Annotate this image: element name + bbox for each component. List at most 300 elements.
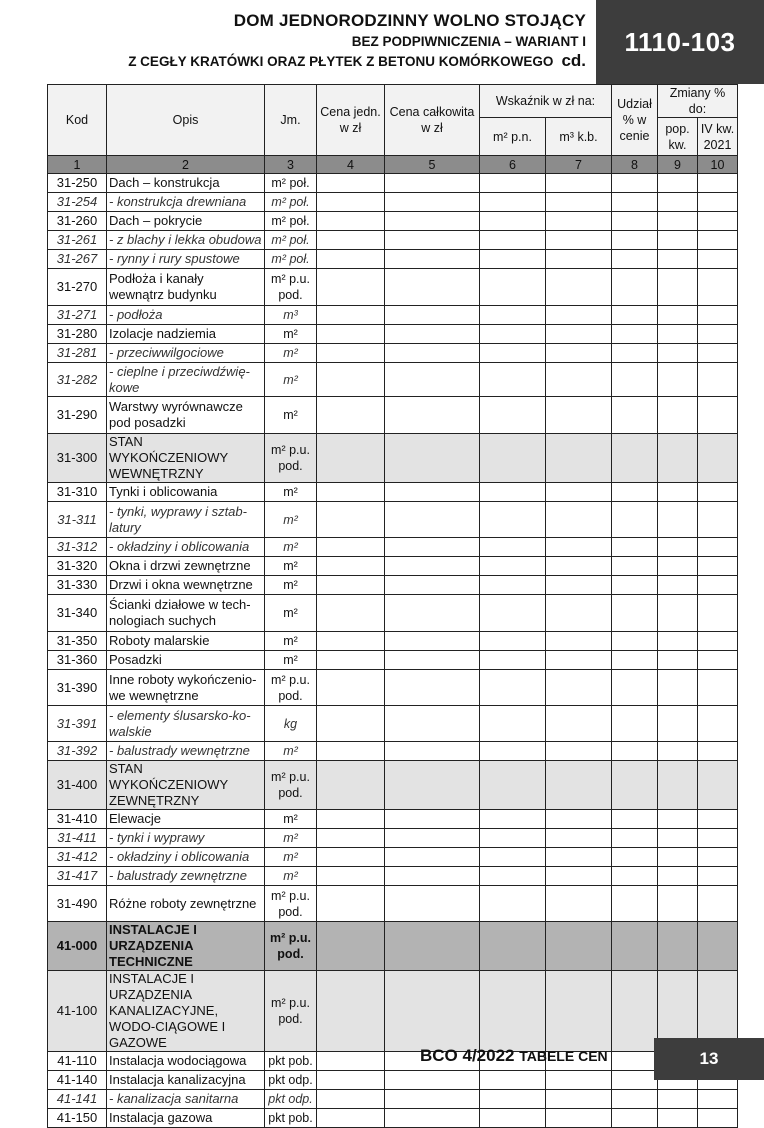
cell-udzial xyxy=(612,174,658,193)
cell-popkw xyxy=(658,810,698,829)
row-unit: kg xyxy=(265,706,317,742)
publication-name: BCO 4/2022 xyxy=(420,1046,515,1065)
table-row xyxy=(48,971,738,1052)
cell-popkw xyxy=(658,829,698,848)
cell-ivkw xyxy=(698,502,738,538)
cell-cena-calk xyxy=(385,344,480,363)
cell-popkw xyxy=(658,174,698,193)
cell-cena-calk xyxy=(385,250,480,269)
cell-m3kb xyxy=(546,193,612,212)
cell-cena-jedn xyxy=(317,848,385,867)
cell-cena-calk xyxy=(385,848,480,867)
row-description: Dach – konstrukcja xyxy=(107,174,265,193)
row-unit: m² xyxy=(265,595,317,632)
title-line-3 xyxy=(128,51,586,72)
cell-popkw xyxy=(658,325,698,344)
table-row xyxy=(48,344,738,363)
row-unit: m² xyxy=(265,344,317,363)
cell-popkw xyxy=(658,742,698,761)
cell-ivkw xyxy=(698,174,738,193)
table-row xyxy=(48,829,738,848)
column-number: 2 xyxy=(107,156,265,174)
table-row xyxy=(48,632,738,651)
table-row xyxy=(48,502,738,538)
cell-cena-calk xyxy=(385,576,480,595)
row-unit: m² xyxy=(265,848,317,867)
cell-cena-jedn xyxy=(317,810,385,829)
cell-cena-jedn xyxy=(317,363,385,397)
table-row xyxy=(48,886,738,922)
row-description: - tynki i wyprawy xyxy=(107,829,265,848)
cell-udzial xyxy=(612,363,658,397)
cell-popkw xyxy=(658,651,698,670)
row-unit: m² xyxy=(265,742,317,761)
column-number: 3 xyxy=(265,156,317,174)
row-unit: m² p.u. pod. xyxy=(265,886,317,922)
column-number: 10 xyxy=(698,156,738,174)
cell-ivkw xyxy=(698,269,738,306)
cell-ivkw xyxy=(698,886,738,922)
row-unit: m² xyxy=(265,557,317,576)
row-code: 31-311 xyxy=(48,502,107,538)
cell-m3kb xyxy=(546,1071,612,1090)
cell-ivkw xyxy=(698,397,738,434)
row-description: Posadzki xyxy=(107,651,265,670)
cell-udzial xyxy=(612,632,658,651)
cell-cena-jedn xyxy=(317,595,385,632)
row-code: 31-254 xyxy=(48,193,107,212)
cell-m2pn xyxy=(480,810,546,829)
row-code: 31-300 xyxy=(48,434,107,483)
cell-udzial xyxy=(612,250,658,269)
cell-cena-jedn xyxy=(317,231,385,250)
row-description: Warstwy wyrównawcze pod posadzki xyxy=(107,397,265,434)
cell-m3kb xyxy=(546,397,612,434)
row-description: Drzwi i okna wewnętrzne xyxy=(107,576,265,595)
row-code: 31-412 xyxy=(48,848,107,867)
table-row xyxy=(48,1052,738,1071)
cell-cena-jedn xyxy=(317,1052,385,1071)
cell-m3kb xyxy=(546,1109,612,1128)
cell-cena-calk xyxy=(385,557,480,576)
cell-udzial xyxy=(612,829,658,848)
cell-ivkw xyxy=(698,742,738,761)
row-description: - balustrady zewnętrzne xyxy=(107,867,265,886)
cell-m2pn xyxy=(480,829,546,848)
cell-udzial xyxy=(612,867,658,886)
row-code: 31-281 xyxy=(48,344,107,363)
table-row xyxy=(48,557,738,576)
cell-cena-jedn xyxy=(317,557,385,576)
cell-m3kb xyxy=(546,538,612,557)
cell-ivkw xyxy=(698,557,738,576)
table-row xyxy=(48,483,738,502)
header-m3kb: m³ k.b. xyxy=(546,118,612,156)
row-unit: m² xyxy=(265,363,317,397)
row-code: 31-250 xyxy=(48,174,107,193)
cell-m2pn xyxy=(480,269,546,306)
cell-ivkw xyxy=(698,363,738,397)
row-description: - kanalizacja sanitarna xyxy=(107,1090,265,1109)
cell-ivkw xyxy=(698,922,738,971)
cell-cena-calk xyxy=(385,397,480,434)
table-row xyxy=(48,810,738,829)
cell-cena-jedn xyxy=(317,632,385,651)
cell-cena-jedn xyxy=(317,344,385,363)
page-header xyxy=(128,10,586,72)
row-unit: m² p.u. pod. xyxy=(265,269,317,306)
title-line-3-text: Z CEGŁY KRATÓWKI ORAZ PŁYTEK Z BETONU KOMÓRKOWEGO xyxy=(128,54,554,69)
column-number: 9 xyxy=(658,156,698,174)
cell-cena-calk xyxy=(385,1090,480,1109)
row-description: Tynki i oblicowania xyxy=(107,483,265,502)
cell-cena-jedn xyxy=(317,483,385,502)
row-unit: pkt odp. xyxy=(265,1071,317,1090)
header-opis: Opis xyxy=(107,85,265,156)
cell-cena-calk xyxy=(385,483,480,502)
row-unit: m² p.u. pod. xyxy=(265,922,317,971)
cell-ivkw xyxy=(698,434,738,483)
row-description: - podłoża xyxy=(107,306,265,325)
cell-ivkw xyxy=(698,193,738,212)
row-description: - rynny i rury spustowe xyxy=(107,250,265,269)
cell-m2pn xyxy=(480,325,546,344)
cell-popkw xyxy=(658,557,698,576)
header-zmiany: Zmiany % do: xyxy=(658,85,738,118)
cell-m2pn xyxy=(480,557,546,576)
cell-cena-calk xyxy=(385,632,480,651)
cell-cena-calk xyxy=(385,1109,480,1128)
row-description: Podłoża i kanały wewnątrz budynku xyxy=(107,269,265,306)
cell-popkw xyxy=(658,670,698,706)
cell-cena-jedn xyxy=(317,886,385,922)
cell-m3kb xyxy=(546,344,612,363)
cell-cena-calk xyxy=(385,502,480,538)
row-code: 31-270 xyxy=(48,269,107,306)
footer-publication xyxy=(420,1046,608,1066)
cell-m3kb xyxy=(546,886,612,922)
cell-ivkw xyxy=(698,250,738,269)
row-unit: m² p.u. pod. xyxy=(265,670,317,706)
cell-udzial xyxy=(612,193,658,212)
cell-cena-calk xyxy=(385,971,480,1052)
table-row xyxy=(48,363,738,397)
cell-udzial xyxy=(612,1071,658,1090)
row-description: - z blachy i lekka obudowa xyxy=(107,231,265,250)
row-code: 41-140 xyxy=(48,1071,107,1090)
cell-m2pn xyxy=(480,231,546,250)
cell-cena-calk xyxy=(385,810,480,829)
column-number-row xyxy=(48,156,738,174)
row-unit: pkt pob. xyxy=(265,1052,317,1071)
row-code: 31-260 xyxy=(48,212,107,231)
cell-cena-jedn xyxy=(317,397,385,434)
cell-ivkw xyxy=(698,212,738,231)
row-code: 31-417 xyxy=(48,867,107,886)
cell-cena-jedn xyxy=(317,212,385,231)
cell-popkw xyxy=(658,761,698,810)
table-row xyxy=(48,212,738,231)
cell-cena-calk xyxy=(385,363,480,397)
cell-ivkw xyxy=(698,706,738,742)
cell-udzial xyxy=(612,306,658,325)
cell-m2pn xyxy=(480,848,546,867)
row-code: 31-391 xyxy=(48,706,107,742)
table-row xyxy=(48,595,738,632)
row-unit: m² xyxy=(265,632,317,651)
cell-m2pn xyxy=(480,1109,546,1128)
cell-ivkw xyxy=(698,651,738,670)
cell-m3kb xyxy=(546,325,612,344)
cell-udzial xyxy=(612,971,658,1052)
cell-udzial xyxy=(612,742,658,761)
cell-cena-calk xyxy=(385,269,480,306)
title-line-1: DOM JEDNORODZINNY WOLNO STOJĄCY xyxy=(233,11,586,30)
header-cena-jedn: Cena jedn. w zł xyxy=(317,85,385,156)
cell-m3kb xyxy=(546,557,612,576)
row-unit: m² p.u. pod. xyxy=(265,434,317,483)
row-description: Izolacje nadziemia xyxy=(107,325,265,344)
cell-ivkw xyxy=(698,344,738,363)
cell-popkw xyxy=(658,867,698,886)
cell-cena-jedn xyxy=(317,651,385,670)
row-description: Różne roboty zewnętrzne xyxy=(107,886,265,922)
table-row xyxy=(48,761,738,810)
cell-m2pn xyxy=(480,397,546,434)
row-unit: m² xyxy=(265,325,317,344)
cell-cena-calk xyxy=(385,886,480,922)
row-unit: m² xyxy=(265,576,317,595)
table-row xyxy=(48,867,738,886)
cell-cena-calk xyxy=(385,829,480,848)
cell-m3kb xyxy=(546,595,612,632)
row-code: 31-411 xyxy=(48,829,107,848)
cell-cena-jedn xyxy=(317,1090,385,1109)
cell-ivkw xyxy=(698,829,738,848)
cell-popkw xyxy=(658,706,698,742)
cell-udzial xyxy=(612,483,658,502)
cell-ivkw xyxy=(698,867,738,886)
cell-cena-jedn xyxy=(317,538,385,557)
cell-popkw xyxy=(658,212,698,231)
cell-ivkw xyxy=(698,632,738,651)
row-code: 31-271 xyxy=(48,306,107,325)
cell-m2pn xyxy=(480,922,546,971)
cell-ivkw xyxy=(698,810,738,829)
price-table xyxy=(47,84,738,1128)
column-number: 7 xyxy=(546,156,612,174)
cell-m3kb xyxy=(546,742,612,761)
header-m2pn: m² p.n. xyxy=(480,118,546,156)
cell-ivkw xyxy=(698,670,738,706)
row-unit: m² poł. xyxy=(265,250,317,269)
header-jm: Jm. xyxy=(265,85,317,156)
cell-udzial xyxy=(612,325,658,344)
cell-m3kb xyxy=(546,231,612,250)
cell-udzial xyxy=(612,761,658,810)
cell-m3kb xyxy=(546,651,612,670)
row-description: Ścianki działowe w tech-nologiach suchych xyxy=(107,595,265,632)
row-unit: m² poł. xyxy=(265,212,317,231)
cell-popkw xyxy=(658,363,698,397)
row-unit: m² xyxy=(265,538,317,557)
cell-udzial xyxy=(612,670,658,706)
row-description: - okładziny i oblicowania xyxy=(107,538,265,557)
table-row xyxy=(48,742,738,761)
cell-udzial xyxy=(612,269,658,306)
cell-ivkw xyxy=(698,483,738,502)
cell-m3kb xyxy=(546,867,612,886)
row-unit: pkt pob. xyxy=(265,1109,317,1128)
cell-m2pn xyxy=(480,434,546,483)
row-code: 41-110 xyxy=(48,1052,107,1071)
table-row xyxy=(48,538,738,557)
cell-cena-jedn xyxy=(317,306,385,325)
cell-m3kb xyxy=(546,829,612,848)
row-code: 31-290 xyxy=(48,397,107,434)
table-row xyxy=(48,670,738,706)
row-unit: pkt odp. xyxy=(265,1090,317,1109)
cell-m2pn xyxy=(480,761,546,810)
row-description: STAN WYKOŃCZENIOWY WEWNĘTRZNY xyxy=(107,434,265,483)
cell-cena-jedn xyxy=(317,269,385,306)
table-row xyxy=(48,576,738,595)
cell-cena-calk xyxy=(385,761,480,810)
cell-udzial xyxy=(612,1052,658,1071)
cell-popkw xyxy=(658,306,698,325)
row-unit: m² xyxy=(265,829,317,848)
cell-m2pn xyxy=(480,576,546,595)
cell-m3kb xyxy=(546,761,612,810)
header-wskaznik: Wskaźnik w zł na: xyxy=(480,85,612,118)
cell-popkw xyxy=(658,595,698,632)
cell-cena-jedn xyxy=(317,434,385,483)
row-code: 31-267 xyxy=(48,250,107,269)
cell-cena-calk xyxy=(385,670,480,706)
cell-m2pn xyxy=(480,250,546,269)
row-code: 31-410 xyxy=(48,810,107,829)
cell-popkw xyxy=(658,922,698,971)
row-code: 31-340 xyxy=(48,595,107,632)
cell-cena-jedn xyxy=(317,193,385,212)
table-row xyxy=(48,1109,738,1128)
header-popkw: pop. kw. xyxy=(658,118,698,156)
cell-m3kb xyxy=(546,269,612,306)
cell-udzial xyxy=(612,538,658,557)
cell-udzial xyxy=(612,502,658,538)
row-code: 41-141 xyxy=(48,1090,107,1109)
cell-cena-jedn xyxy=(317,829,385,848)
cell-m2pn xyxy=(480,1071,546,1090)
row-code: 31-310 xyxy=(48,483,107,502)
row-unit: m² poł. xyxy=(265,231,317,250)
row-code: 31-282 xyxy=(48,363,107,397)
cell-m2pn xyxy=(480,651,546,670)
cell-m2pn xyxy=(480,886,546,922)
column-number: 1 xyxy=(48,156,107,174)
row-code: 41-150 xyxy=(48,1109,107,1128)
cell-udzial xyxy=(612,848,658,867)
cell-cena-jedn xyxy=(317,742,385,761)
row-code: 41-000 xyxy=(48,922,107,971)
cell-m3kb xyxy=(546,1090,612,1109)
row-unit: m² xyxy=(265,502,317,538)
cell-cena-jedn xyxy=(317,1109,385,1128)
row-unit: m² xyxy=(265,651,317,670)
cell-m3kb xyxy=(546,706,612,742)
cell-popkw xyxy=(658,886,698,922)
cell-m2pn xyxy=(480,538,546,557)
row-code: 31-330 xyxy=(48,576,107,595)
cell-cena-calk xyxy=(385,706,480,742)
cell-popkw xyxy=(658,397,698,434)
row-description: STAN WYKOŃCZENIOWY ZEWNĘTRZNY xyxy=(107,761,265,810)
cell-m3kb xyxy=(546,502,612,538)
cell-cena-calk xyxy=(385,231,480,250)
cell-m3kb xyxy=(546,810,612,829)
cell-cena-jedn xyxy=(317,670,385,706)
cell-popkw xyxy=(658,434,698,483)
row-unit: m² xyxy=(265,867,317,886)
cell-udzial xyxy=(612,651,658,670)
cell-m2pn xyxy=(480,212,546,231)
table-row xyxy=(48,174,738,193)
row-unit: m² poł. xyxy=(265,174,317,193)
cell-udzial xyxy=(612,557,658,576)
cell-m3kb xyxy=(546,250,612,269)
cell-cena-jedn xyxy=(317,867,385,886)
cell-cena-calk xyxy=(385,174,480,193)
cell-popkw xyxy=(658,193,698,212)
row-unit: m² p.u. pod. xyxy=(265,761,317,810)
cell-popkw xyxy=(658,848,698,867)
cell-m3kb xyxy=(546,306,612,325)
cell-ivkw xyxy=(698,576,738,595)
cell-m3kb xyxy=(546,848,612,867)
cell-udzial xyxy=(612,1109,658,1128)
cell-popkw xyxy=(658,483,698,502)
row-code: 31-360 xyxy=(48,651,107,670)
page-number: 13 xyxy=(654,1038,764,1080)
row-code: 31-390 xyxy=(48,670,107,706)
cell-m2pn xyxy=(480,174,546,193)
cell-ivkw xyxy=(698,325,738,344)
cell-cena-jedn xyxy=(317,922,385,971)
row-description: - elementy ślusarsko-ko-walskie xyxy=(107,706,265,742)
cell-m2pn xyxy=(480,363,546,397)
cell-cena-calk xyxy=(385,434,480,483)
table-row xyxy=(48,306,738,325)
cell-udzial xyxy=(612,706,658,742)
cell-m2pn xyxy=(480,193,546,212)
table-row xyxy=(48,269,738,306)
cell-m2pn xyxy=(480,632,546,651)
table-row xyxy=(48,325,738,344)
table-row xyxy=(48,706,738,742)
column-number: 6 xyxy=(480,156,546,174)
cell-cena-calk xyxy=(385,651,480,670)
header-udzial: Udział % w cenie xyxy=(612,85,658,156)
table-row xyxy=(48,1071,738,1090)
row-description: Inne roboty wykończenio-we wewnętrzne xyxy=(107,670,265,706)
cell-cena-calk xyxy=(385,742,480,761)
cell-ivkw xyxy=(698,1090,738,1109)
table-row xyxy=(48,250,738,269)
cell-m3kb xyxy=(546,363,612,397)
row-unit: m² xyxy=(265,810,317,829)
row-description: - balustrady wewnętrzne xyxy=(107,742,265,761)
continued-marker: cd. xyxy=(561,51,586,70)
